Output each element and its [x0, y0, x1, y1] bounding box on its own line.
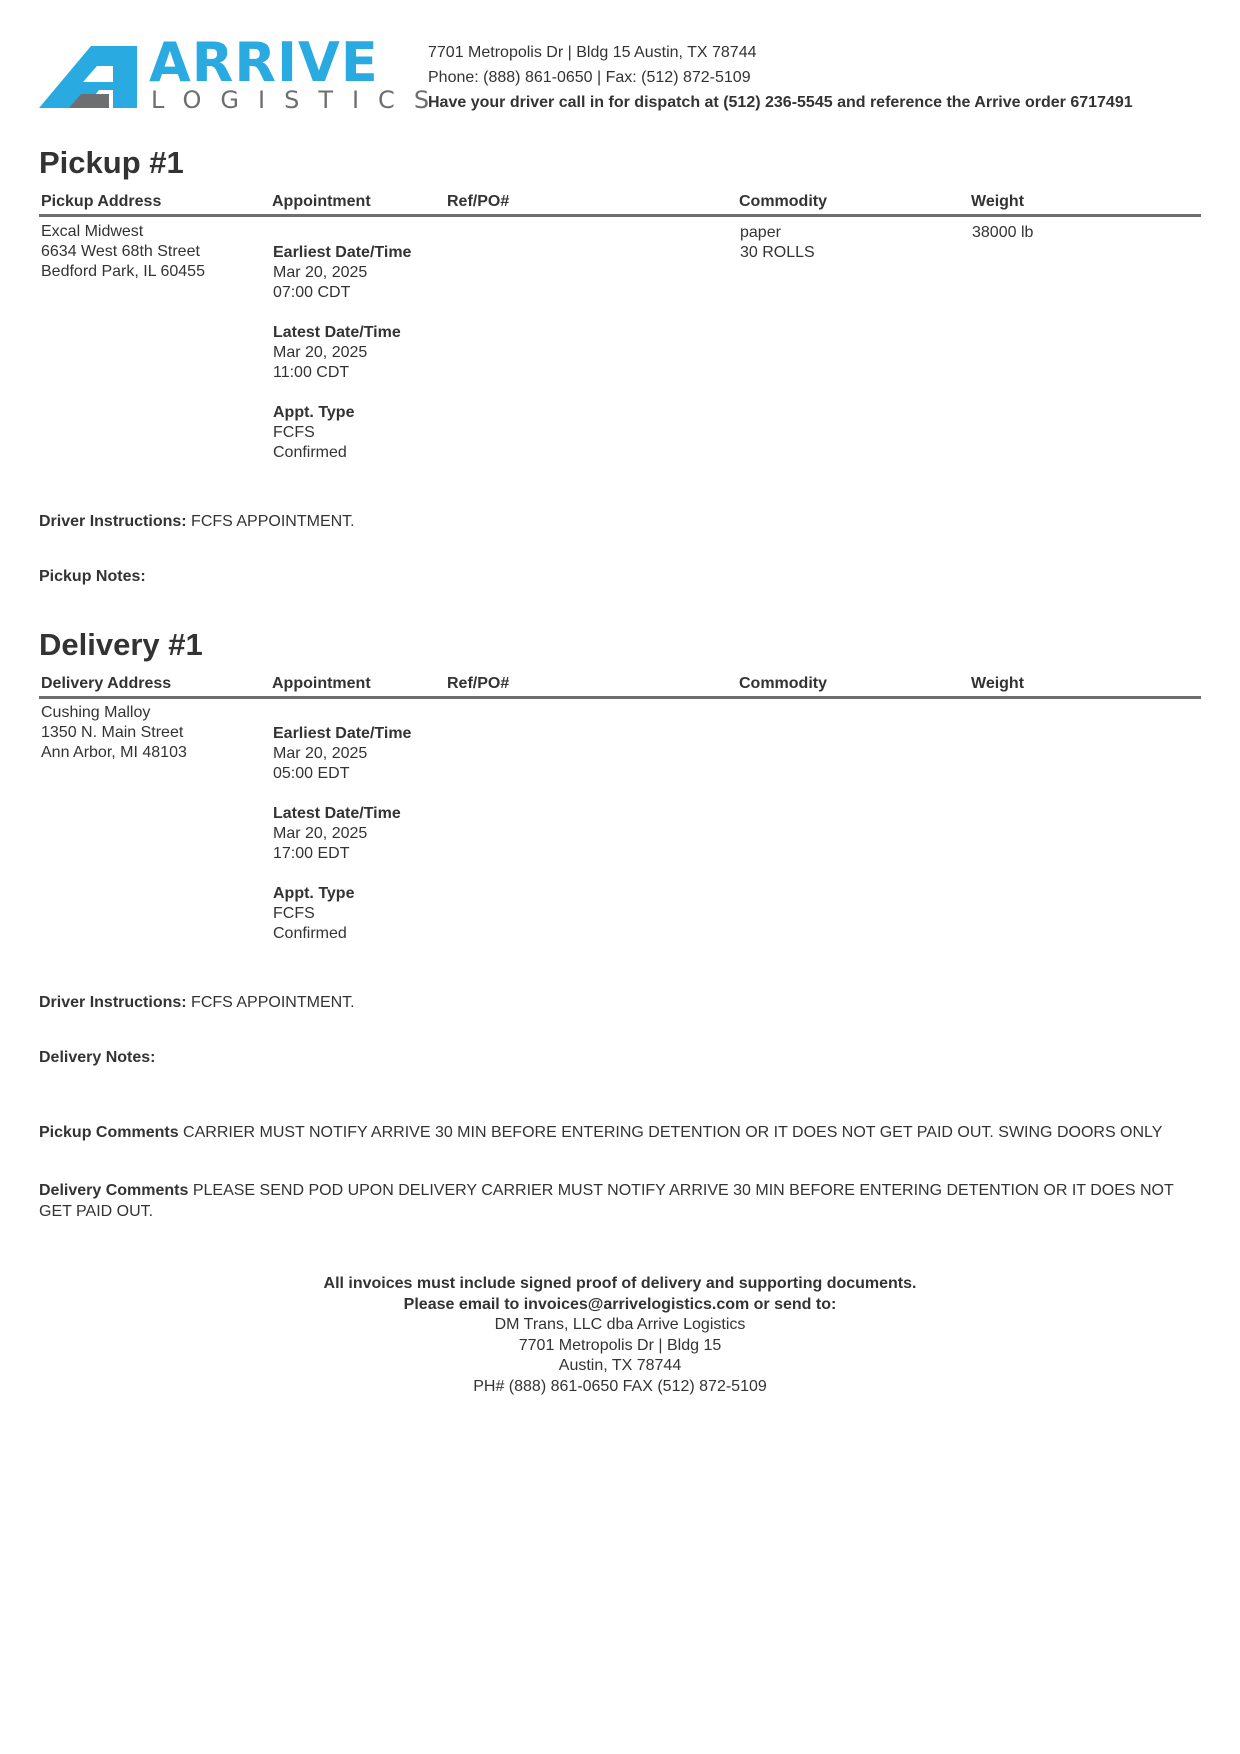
pickup-latest-label: Latest Date/Time [273, 324, 401, 341]
pickup-comments-text: CARRIER MUST NOTIFY ARRIVE 30 MIN BEFORE ENTERING DETENTION OR IT DOES NOT GET PAID OUT. SWING DOORS ONLY [183, 1124, 1163, 1141]
pickup-address [41, 222, 205, 282]
company-info [428, 40, 1133, 115]
logo-mark-icon [39, 46, 137, 108]
delivery-driver-instructions-label: Driver Instructions: [39, 994, 187, 1011]
logo-word-arrive: ARRIVE [149, 31, 379, 94]
delivery-appt-status: Confirmed [273, 925, 347, 942]
delivery-address-street: 1350 N. Main Street [41, 724, 184, 741]
delivery-comments-label: Delivery Comments [39, 1182, 189, 1199]
footer-invoice-requirement: All invoices must include signed proof of delivery and supporting documents. [323, 1275, 917, 1292]
delivery-appt-type-label: Appt. Type [273, 885, 355, 902]
pickup-notes-label: Pickup Notes: [39, 568, 146, 585]
col-ref-po: Ref/PO# [447, 675, 510, 692]
delivery-notes [39, 1047, 156, 1068]
pickup-comments-label: Pickup Comments [39, 1124, 179, 1141]
pickup-table-header [39, 190, 1201, 217]
pickup-earliest-date: Mar 20, 2025 [273, 264, 368, 281]
delivery-appointment [273, 724, 411, 944]
footer-phone-fax: PH# (888) 861-0650 FAX (512) 872-5109 [473, 1377, 767, 1395]
pickup-address-name: Excal Midwest [41, 223, 144, 240]
footer-street: 7701 Metropolis Dr | Bldg 15 [518, 1336, 722, 1354]
pickup-driver-instructions-label: Driver Instructions: [39, 513, 187, 530]
delivery-table-header [39, 672, 1201, 699]
delivery-address [41, 703, 187, 763]
col-weight: Weight [971, 193, 1025, 210]
delivery-driver-instructions-text: FCFS APPOINTMENT. [191, 994, 355, 1011]
pickup-commodity-qty: 30 ROLLS [740, 244, 815, 261]
pickup-commodity [740, 223, 815, 263]
footer-company-name: DM Trans, LLC dba Arrive Logistics [494, 1316, 746, 1333]
dispatch-instructions: Have your driver call in for dispatch at (512) 236-5545 and reference the Arrive order 6717491 [428, 94, 1133, 111]
pickup-driver-instructions-text: FCFS APPOINTMENT. [191, 513, 355, 530]
pickup-appt-type-label: Appt. Type [273, 404, 355, 421]
delivery-latest-time: 17:00 EDT [273, 845, 350, 862]
delivery-latest-label: Latest Date/Time [273, 805, 401, 822]
delivery-notes-label: Delivery Notes: [39, 1049, 156, 1066]
pickup-comments [39, 1122, 1201, 1143]
delivery-earliest-date: Mar 20, 2025 [273, 745, 368, 762]
pickup-appt-type: FCFS [273, 424, 315, 441]
delivery-comments-text: PLEASE SEND POD UPON DELIVERY CARRIER MUST NOTIFY ARRIVE 30 MIN BEFORE ENTERING DETENTION OR IT DOES NOT GET PAID OUT. [39, 1182, 1174, 1220]
footer-email-instructions: Please email to invoices@arrivelogistics.com or send to: [403, 1295, 837, 1313]
col-commodity: Commodity [739, 675, 827, 692]
document-page [39, 0, 1201, 1754]
col-appointment: Appointment [272, 193, 371, 210]
pickup-earliest-label: Earliest Date/Time [273, 244, 412, 261]
pickup-notes [39, 566, 146, 587]
invoice-footer [39, 1274, 1201, 1397]
pickup-appt-status: Confirmed [273, 444, 347, 461]
delivery-appt-type: FCFS [273, 905, 315, 922]
delivery-comments [39, 1180, 1201, 1222]
delivery-address-name: Cushing Malloy [41, 704, 151, 721]
delivery-earliest-label: Earliest Date/Time [273, 725, 412, 742]
delivery-address-city: Ann Arbor, MI 48103 [41, 744, 187, 761]
col-appointment: Appointment [272, 675, 371, 692]
pickup-address-street: 6634 West 68th Street [41, 243, 200, 260]
pickup-latest-date: Mar 20, 2025 [273, 344, 368, 361]
pickup-title: Pickup #1 [39, 145, 184, 180]
col-commodity: Commodity [739, 193, 827, 210]
pickup-latest-time: 11:00 CDT [273, 364, 350, 381]
col-weight: Weight [971, 675, 1025, 692]
delivery-title: Delivery #1 [39, 627, 203, 662]
footer-city: Austin, TX 78744 [558, 1357, 682, 1374]
arrive-logistics-logo [39, 31, 449, 114]
col-delivery-address: Delivery Address [41, 675, 172, 692]
company-phone: Phone: (888) 861-0650 | Fax: (512) 872-5109 [428, 69, 751, 86]
company-address: 7701 Metropolis Dr | Bldg 15 Austin, TX 78744 [428, 44, 757, 61]
col-ref-po: Ref/PO# [447, 193, 510, 210]
pickup-earliest-time: 07:00 CDT [273, 284, 351, 301]
pickup-driver-instructions [39, 511, 355, 532]
delivery-latest-date: Mar 20, 2025 [273, 825, 368, 842]
pickup-commodity-name: paper [740, 224, 781, 241]
logo-word-logistics: LOGISTICS [151, 86, 449, 114]
pickup-weight: 38000 lb [972, 224, 1034, 241]
delivery-driver-instructions [39, 992, 355, 1013]
col-pickup-address: Pickup Address [41, 193, 162, 210]
pickup-address-city: Bedford Park, IL 60455 [41, 263, 205, 280]
delivery-earliest-time: 05:00 EDT [273, 765, 350, 782]
pickup-appointment [273, 243, 411, 463]
